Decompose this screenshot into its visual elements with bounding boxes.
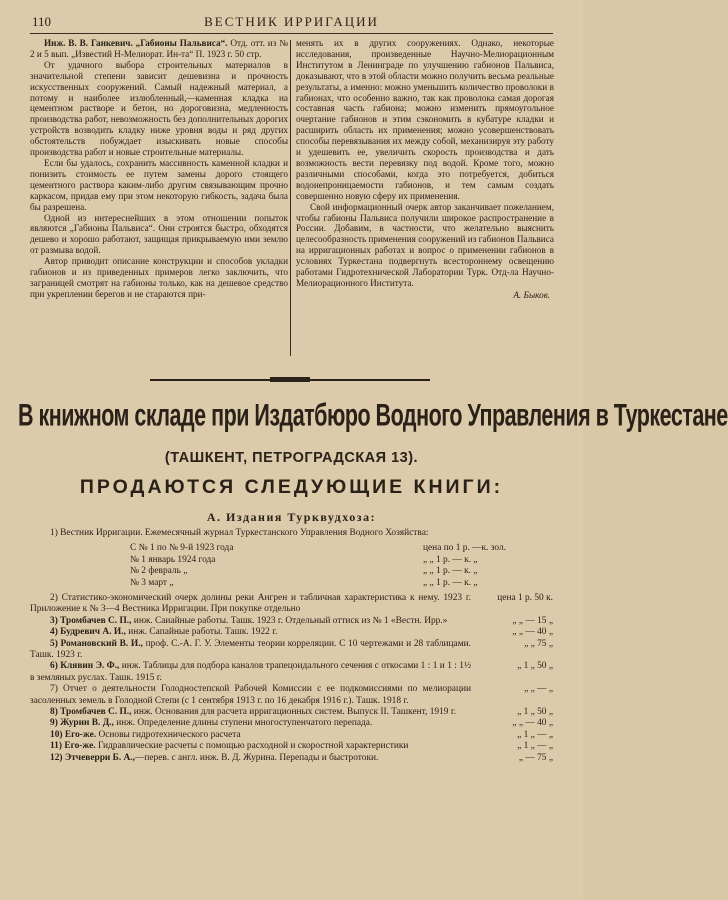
paragraph: менять их в других сооружениях. Однако, некоторые исследования, произведенные Научно-Мелиорационным Институтом в Ленинграде по улучшению габионов Пальвиса, доказывают, что в этой области можно получить весьма реальные результаты, а именно: можно уменьшить количество проволоки в габионах, что особенно важно, так как проволока самая дорогая составная часть габиона; можно изменить прямоугольное очертание габионов и этим сэкономить в кубатуре кладки и расширить область их применения; можно усовершенствовать способы перевязывания их между собой, механизируя эту работу и удешевить ее, увеличить скорость производства и дать возможность вести перевязку под водой. Кроме того, можно различными способами, когда это потребуется, добиться водонепроницаемости габионов, и тем самым создать совершенно новую сферу их применения. <box>296 38 554 201</box>
price: „ 1 „ 50 „ <box>517 661 553 672</box>
issue-label: С № 1 по № 9-й 1923 года <box>130 543 234 554</box>
price: „ „ — 15 „ <box>512 615 553 626</box>
list-item: 7) Отчет о деятельности Голодностепской Рабочей Комиссии с ее подкомиссиями по мелиорации засоленных земель в Голодной Степи (с 1 сентября 1913 г. по 16 декабря 1916 г.). Ташк. 1918 г. „ „ — „ <box>30 684 553 706</box>
issue-label: № 1 январь 1924 года <box>130 554 216 565</box>
price: „ 1 „ — „ <box>517 729 553 740</box>
issue-price: цена по 1 р. —к. зол. <box>423 543 507 554</box>
price: „ „ — „ <box>524 684 553 695</box>
issue-label: № 2 февраль „ <box>130 566 188 577</box>
price: „ „ — 40 „ <box>512 627 553 638</box>
list-item: 1) Вестник Ирригации. Ежемесячный журнал Туркестанского Управления Водного Хозяйства: <box>50 528 429 538</box>
issue-price: „ „ 1 р. — к. „ <box>423 577 478 588</box>
issue-price: „ „ 1 р. — к. „ <box>423 554 478 565</box>
paragraph: Одной из интереснейших в этом отношении попыток являются „Габионы Пальвиса“. Они строятся быстро, обходятся дешево и хорошо работают, защищая прикрываемую ими землю от размыва водой. <box>30 212 288 256</box>
column-separator <box>290 40 291 356</box>
paragraph: От удачного выбора строительных материалов в значительной степени зависит дешевизна и прочность искусственных сооружений. Самый надежный материал, а потому и наиболее излюбленный,—каменная кладка на цементном растворе и бетон, но дороговизна, медленность производства работ, невозможность без дополнительных дорогих устройств возводить кладку ниже уровня воды и ряд других обстоятельств побуждает изыскивать новые способы производства работ и новые строительные материалы. <box>30 59 288 158</box>
list-item: 8) Тромбачев С. П., инж. Основания для расчета ирригационных систем. Выпуск II. Ташкент, 1919 г. „ 1 „ 50 „ <box>50 707 553 718</box>
section-heading: А. Издания Турквудхоза: <box>206 510 377 524</box>
price: „ „ 75 „ <box>524 638 553 649</box>
citation-rest: Отд. отт. из № 2 и 5 вып. „Известий Н-Мелиорат. Ин-та“ П. 1923 г. 50 стр. <box>30 38 289 59</box>
paragraph: Свой информационный очерк автор заканчивает пожеланием, чтобы габионы Пальвиса получили широкое распространение в России. Добавим, в частности, что желательно выяснить целесообразность применения сооружений из габионов Пальвиса на ирригационных работах и вопрос о применении габионов в условиях Туркестана подвергнуть всестороннему освещению работами Гидротехнической Лаборатории Турк. Отд-ла Научно-Мелиорационного Института. <box>296 201 554 288</box>
issue-row <box>30 578 553 589</box>
citation <box>30 38 288 60</box>
price: цена 1 р. 50 к. <box>497 592 553 603</box>
review-left-column <box>30 38 288 358</box>
issue-row <box>30 566 553 577</box>
citation-lead: Инж. В. В. Ганкевич. „Габионы Пальвиса“. <box>44 38 228 48</box>
book-list <box>30 528 553 764</box>
price: „ 1 „ — „ <box>517 741 553 752</box>
price: „ — 75 „ <box>518 752 553 763</box>
section-divider <box>150 377 430 382</box>
review-right-column <box>296 38 554 358</box>
list-item: 2) Статистико-экономический очерк долины реки Ангрен и табличная характеристика к нему. 1923 г. Приложение к № 3—4 Вестника Ирригации. При покупке отдельно цена 1 р. 50 к. <box>30 592 553 615</box>
issue-row <box>30 555 553 566</box>
price: „ 1 „ 50 „ <box>517 707 553 718</box>
paragraph: Если бы удалось, сохранить массивность каменной кладки и понизить стоимость ее путем замены дорого стоящего цементного раствора каким-либо другим связывающим прочно каркасом, придав ему при этом некоторую гибкость, задача была бы разрешена. <box>30 157 288 212</box>
list-item: 5) Романовский В. И., проф. С.-А. Г. У. Элементы теории корреляции. С 10 чертежами и 28 таблицами. Ташк. 1923 г. „ „ 75 „ <box>30 638 553 660</box>
signature: А. Быков. <box>513 289 550 300</box>
list-item: 4) Будревич А. И., инж. Сапайные работы. Ташк. 1922 г. „ „ — 40 „ <box>50 627 553 638</box>
price: „ „ — 40 „ <box>512 718 553 729</box>
list-item: 10) Его-же. Основы гидротехнического расчета „ 1 „ — „ <box>50 729 553 740</box>
list-item: 6) Клявин Э. Ф., инж. Таблицы для подбора каналов трапецоидального сечения с откосами 1 : 1 и 1 : 1½ в земляных руслах. Ташк. 1915 г. „ 1 „ 50 „ <box>30 661 553 683</box>
header-rule <box>30 33 553 34</box>
sale-heading: ПРОДАЮТСЯ СЛЕДУЮЩИЕ КНИГИ: <box>79 476 504 498</box>
issue-label: № 3 март „ <box>130 577 174 588</box>
list-item: 12) Этчеверри Б. А.,—перев. с англ. инж. В. Д. Журина. Перепады и быстротоки. „ — 75 „ <box>50 752 553 763</box>
issue-table <box>30 543 553 589</box>
issue-price: „ „ 1 р. — к. „ <box>423 566 478 577</box>
list-item: 3) Тромбачев С. П., инж. Саиайные работы. Ташк. 1923 г. Отдельный оттиск из № 1 «Вестн. Ирр.» „ „ — 15 „ <box>50 615 553 626</box>
page-number: 110 <box>32 14 52 29</box>
paragraph: Автор приводит описание конструкции и способов укладки габионов и из приведенных примеров легко заключить, что заграницей смотрят на габионы только, как на дешевое средство при укреплении берегов и не стараются при- <box>30 256 288 299</box>
list-item: 11) Его-же. Гидравлические расчеты с помощью расходной и скоростной характеристики „ 1 „ — „ <box>50 741 553 752</box>
announcement-address: (ТАШКЕНТ, ПЕТРОГРАДСКАЯ 13). <box>164 450 419 466</box>
list-item: 9) Журин В. Д., инж. Определение длины ступени многоступенчатого перепада. „ „ — 40 „ <box>50 718 553 729</box>
running-title: ВЕСТНИК ИРРИГАЦИИ <box>204 14 379 29</box>
announcement-banner: В книжном складе при Издатбюро Водного Управления в Туркестане <box>18 398 728 433</box>
issue-row <box>30 543 553 554</box>
